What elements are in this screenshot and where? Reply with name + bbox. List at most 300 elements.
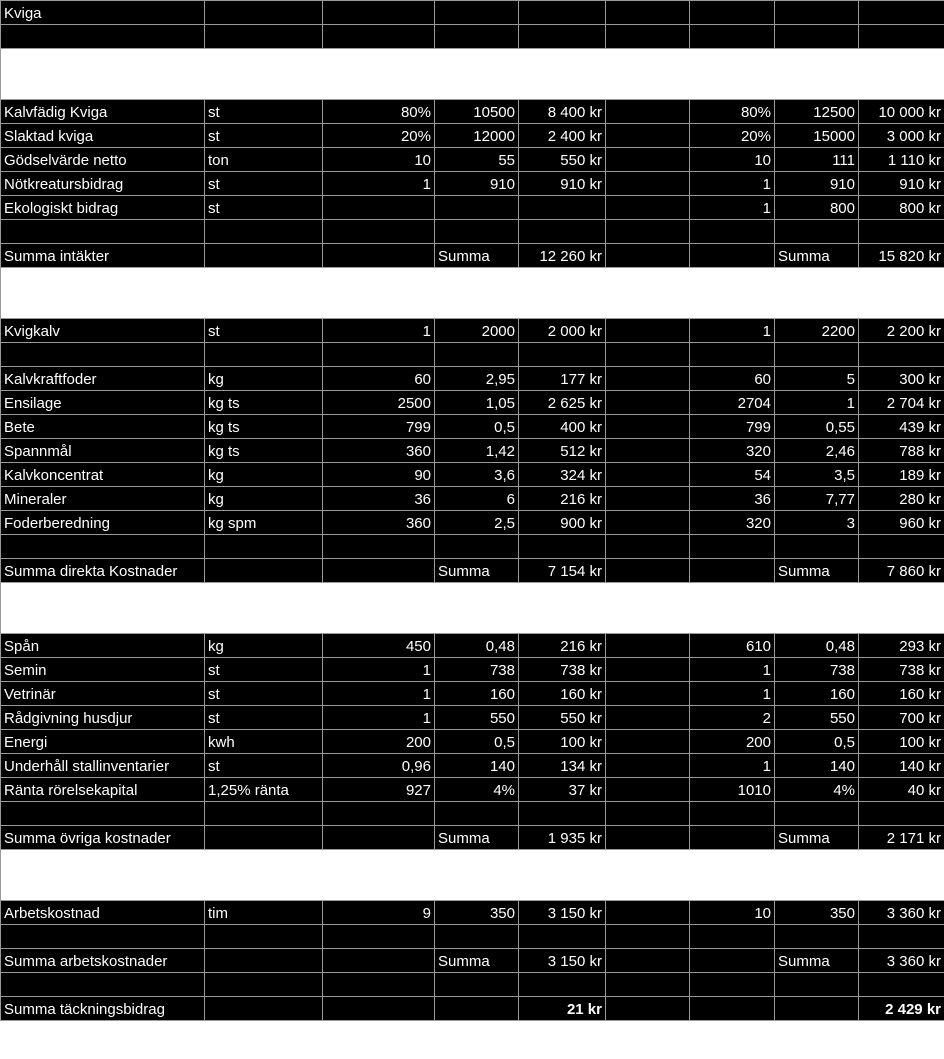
- cell[interactable]: Spån: [1, 634, 205, 658]
- cell[interactable]: 216 kr: [519, 487, 606, 511]
- cell[interactable]: [323, 25, 435, 49]
- cell[interactable]: Summa: [775, 559, 859, 583]
- cell[interactable]: 800 kr: [859, 196, 944, 220]
- cell[interactable]: st: [205, 706, 323, 730]
- cell[interactable]: Summa: [775, 826, 859, 850]
- cell[interactable]: 3,5: [775, 463, 859, 487]
- cell[interactable]: [859, 1, 944, 25]
- cell[interactable]: [690, 244, 775, 268]
- cell[interactable]: 1: [690, 196, 775, 220]
- cell[interactable]: 1 110 kr: [859, 148, 944, 172]
- cell[interactable]: 100 kr: [519, 730, 606, 754]
- cell[interactable]: [606, 658, 690, 682]
- cell[interactable]: 910: [435, 172, 519, 196]
- cell[interactable]: 20%: [323, 124, 435, 148]
- cell[interactable]: 90: [323, 463, 435, 487]
- cell[interactable]: [606, 196, 690, 220]
- cell[interactable]: kg: [205, 463, 323, 487]
- cell[interactable]: [606, 220, 690, 244]
- cell[interactable]: 3 360 kr: [859, 901, 944, 925]
- cell[interactable]: 140: [775, 754, 859, 778]
- cell[interactable]: 160 kr: [859, 682, 944, 706]
- cell[interactable]: 0,5: [435, 415, 519, 439]
- cell[interactable]: 927: [323, 778, 435, 802]
- cell[interactable]: [519, 535, 606, 559]
- cell[interactable]: 60: [690, 367, 775, 391]
- cell[interactable]: kg ts: [205, 439, 323, 463]
- cell[interactable]: 320: [690, 439, 775, 463]
- cell[interactable]: 6: [435, 487, 519, 511]
- cell[interactable]: [205, 997, 323, 1021]
- cell[interactable]: 54: [690, 463, 775, 487]
- cell[interactable]: [690, 559, 775, 583]
- cell[interactable]: [205, 559, 323, 583]
- cell[interactable]: 8 400 kr: [519, 100, 606, 124]
- cell[interactable]: 1010: [690, 778, 775, 802]
- cell[interactable]: [205, 925, 323, 949]
- cell[interactable]: Summa: [435, 826, 519, 850]
- cell[interactable]: 4%: [435, 778, 519, 802]
- cell[interactable]: Slaktad kviga: [1, 124, 205, 148]
- cell[interactable]: 15 820 kr: [859, 244, 944, 268]
- cell[interactable]: 36: [323, 487, 435, 511]
- cell[interactable]: 1: [690, 319, 775, 343]
- cell[interactable]: 1,25% ränta: [205, 778, 323, 802]
- cell[interactable]: [519, 1, 606, 25]
- cell[interactable]: [859, 802, 944, 826]
- cell[interactable]: 2500: [323, 391, 435, 415]
- cell[interactable]: 21 kr: [519, 997, 606, 1021]
- cell[interactable]: [775, 802, 859, 826]
- cell[interactable]: 910 kr: [519, 172, 606, 196]
- cell[interactable]: [323, 196, 435, 220]
- cell[interactable]: 0,55: [775, 415, 859, 439]
- cell[interactable]: Spannmål: [1, 439, 205, 463]
- cell[interactable]: [323, 997, 435, 1021]
- cell[interactable]: Vetrinär: [1, 682, 205, 706]
- cell[interactable]: [323, 244, 435, 268]
- cell[interactable]: [519, 973, 606, 997]
- cell[interactable]: 7 154 kr: [519, 559, 606, 583]
- cell[interactable]: 1: [690, 658, 775, 682]
- cell[interactable]: kwh: [205, 730, 323, 754]
- cell[interactable]: 10 000 kr: [859, 100, 944, 124]
- cell[interactable]: [606, 535, 690, 559]
- cell[interactable]: [690, 925, 775, 949]
- cell[interactable]: Underhåll stallinventarier: [1, 754, 205, 778]
- cell[interactable]: [435, 802, 519, 826]
- cell[interactable]: Foderberedning: [1, 511, 205, 535]
- cell[interactable]: 12000: [435, 124, 519, 148]
- cell[interactable]: 320: [690, 511, 775, 535]
- cell[interactable]: [1, 973, 205, 997]
- cell[interactable]: [775, 535, 859, 559]
- cell[interactable]: st: [205, 754, 323, 778]
- cell[interactable]: 1: [690, 682, 775, 706]
- cell[interactable]: 350: [775, 901, 859, 925]
- cell[interactable]: [435, 925, 519, 949]
- cell[interactable]: 1: [323, 658, 435, 682]
- cell[interactable]: [859, 25, 944, 49]
- cell[interactable]: kg ts: [205, 391, 323, 415]
- cell[interactable]: 140: [435, 754, 519, 778]
- cell[interactable]: Summa: [775, 949, 859, 973]
- cell[interactable]: 2,5: [435, 511, 519, 535]
- cell[interactable]: [606, 100, 690, 124]
- cell[interactable]: st: [205, 319, 323, 343]
- cell[interactable]: 36: [690, 487, 775, 511]
- cell[interactable]: Semin: [1, 658, 205, 682]
- cell[interactable]: [690, 973, 775, 997]
- cell[interactable]: [606, 367, 690, 391]
- cell[interactable]: [205, 244, 323, 268]
- cell[interactable]: [606, 25, 690, 49]
- cell[interactable]: [606, 439, 690, 463]
- cell[interactable]: 100 kr: [859, 730, 944, 754]
- cell[interactable]: [205, 826, 323, 850]
- cell[interactable]: [775, 1, 859, 25]
- cell[interactable]: 1,05: [435, 391, 519, 415]
- cell[interactable]: st: [205, 124, 323, 148]
- cell[interactable]: 177 kr: [519, 367, 606, 391]
- cell[interactable]: 0,96: [323, 754, 435, 778]
- cell[interactable]: 550: [435, 706, 519, 730]
- cell[interactable]: Ränta rörelsekapital: [1, 778, 205, 802]
- cell[interactable]: [435, 535, 519, 559]
- cell[interactable]: 3 000 kr: [859, 124, 944, 148]
- cell[interactable]: 4%: [775, 778, 859, 802]
- cell[interactable]: 1: [323, 172, 435, 196]
- cell[interactable]: 1: [323, 319, 435, 343]
- cell[interactable]: 738 kr: [859, 658, 944, 682]
- cell[interactable]: [435, 220, 519, 244]
- cell[interactable]: st: [205, 658, 323, 682]
- cell[interactable]: 3,6: [435, 463, 519, 487]
- cell[interactable]: kg spm: [205, 511, 323, 535]
- cell[interactable]: [606, 319, 690, 343]
- cell[interactable]: 700 kr: [859, 706, 944, 730]
- cell[interactable]: [606, 730, 690, 754]
- cell[interactable]: [606, 682, 690, 706]
- cell[interactable]: [606, 949, 690, 973]
- cell[interactable]: [205, 973, 323, 997]
- cell[interactable]: 111: [775, 148, 859, 172]
- cell[interactable]: [606, 172, 690, 196]
- cell[interactable]: 1: [690, 754, 775, 778]
- cell[interactable]: 216 kr: [519, 634, 606, 658]
- cell[interactable]: [606, 244, 690, 268]
- cell[interactable]: 55: [435, 148, 519, 172]
- cell[interactable]: 400 kr: [519, 415, 606, 439]
- cell[interactable]: kg: [205, 634, 323, 658]
- cell[interactable]: 900 kr: [519, 511, 606, 535]
- cell[interactable]: Mineraler: [1, 487, 205, 511]
- cell[interactable]: [205, 220, 323, 244]
- cell[interactable]: 738: [435, 658, 519, 682]
- cell[interactable]: [205, 802, 323, 826]
- cell[interactable]: 7,77: [775, 487, 859, 511]
- cell[interactable]: 550 kr: [519, 706, 606, 730]
- cell[interactable]: 2 704 kr: [859, 391, 944, 415]
- cell[interactable]: 9: [323, 901, 435, 925]
- cell[interactable]: [606, 778, 690, 802]
- cell[interactable]: [1, 25, 205, 49]
- cell[interactable]: Summa övriga kostnader: [1, 826, 205, 850]
- cell[interactable]: Energi: [1, 730, 205, 754]
- cell[interactable]: [606, 901, 690, 925]
- cell[interactable]: 450: [323, 634, 435, 658]
- cell[interactable]: 910 kr: [859, 172, 944, 196]
- cell[interactable]: 10500: [435, 100, 519, 124]
- cell[interactable]: [1, 535, 205, 559]
- cell[interactable]: 550: [775, 706, 859, 730]
- cell[interactable]: [690, 535, 775, 559]
- cell[interactable]: 360: [323, 511, 435, 535]
- cell[interactable]: 200: [690, 730, 775, 754]
- cell[interactable]: [606, 415, 690, 439]
- cell[interactable]: [323, 535, 435, 559]
- cell[interactable]: 3 150 kr: [519, 901, 606, 925]
- cell[interactable]: [606, 925, 690, 949]
- cell[interactable]: 1 935 kr: [519, 826, 606, 850]
- cell[interactable]: 160: [435, 682, 519, 706]
- cell[interactable]: [606, 706, 690, 730]
- cell[interactable]: [205, 949, 323, 973]
- cell[interactable]: [519, 196, 606, 220]
- cell[interactable]: [690, 802, 775, 826]
- cell[interactable]: [1, 220, 205, 244]
- cell[interactable]: [323, 802, 435, 826]
- cell[interactable]: st: [205, 196, 323, 220]
- cell[interactable]: 134 kr: [519, 754, 606, 778]
- cell[interactable]: 40 kr: [859, 778, 944, 802]
- cell[interactable]: [606, 802, 690, 826]
- cell[interactable]: 3 360 kr: [859, 949, 944, 973]
- cell[interactable]: 1,42: [435, 439, 519, 463]
- cell[interactable]: 7 860 kr: [859, 559, 944, 583]
- cell[interactable]: [690, 949, 775, 973]
- cell[interactable]: [323, 925, 435, 949]
- cell[interactable]: kg ts: [205, 415, 323, 439]
- cell[interactable]: 1: [775, 391, 859, 415]
- cell[interactable]: [519, 25, 606, 49]
- cell[interactable]: [606, 1, 690, 25]
- cell[interactable]: [323, 826, 435, 850]
- cell[interactable]: Summa: [435, 949, 519, 973]
- cell[interactable]: Ensilage: [1, 391, 205, 415]
- cell[interactable]: Kalvkoncentrat: [1, 463, 205, 487]
- cell[interactable]: [859, 343, 944, 367]
- cell[interactable]: 12500: [775, 100, 859, 124]
- cell[interactable]: st: [205, 100, 323, 124]
- cell[interactable]: [205, 25, 323, 49]
- cell[interactable]: [323, 949, 435, 973]
- cell[interactable]: 800: [775, 196, 859, 220]
- cell[interactable]: 550 kr: [519, 148, 606, 172]
- cell[interactable]: Summa arbetskostnader: [1, 949, 205, 973]
- cell[interactable]: 160 kr: [519, 682, 606, 706]
- cell[interactable]: [606, 148, 690, 172]
- cell[interactable]: [690, 220, 775, 244]
- cell[interactable]: 3 150 kr: [519, 949, 606, 973]
- cell[interactable]: 2 200 kr: [859, 319, 944, 343]
- cell[interactable]: 0,48: [775, 634, 859, 658]
- cell[interactable]: 189 kr: [859, 463, 944, 487]
- cell[interactable]: [205, 535, 323, 559]
- cell[interactable]: 799: [690, 415, 775, 439]
- cell[interactable]: [606, 391, 690, 415]
- cell[interactable]: [690, 997, 775, 1021]
- cell[interactable]: [519, 343, 606, 367]
- cell[interactable]: 80%: [323, 100, 435, 124]
- cell[interactable]: Nötkreatursbidrag: [1, 172, 205, 196]
- cell[interactable]: Rådgivning husdjur: [1, 706, 205, 730]
- cell[interactable]: [1, 802, 205, 826]
- cell[interactable]: 0,48: [435, 634, 519, 658]
- cell[interactable]: 60: [323, 367, 435, 391]
- cell[interactable]: [775, 925, 859, 949]
- cell[interactable]: [859, 535, 944, 559]
- cell[interactable]: ton: [205, 148, 323, 172]
- cell[interactable]: 200: [323, 730, 435, 754]
- cell[interactable]: [690, 343, 775, 367]
- cell[interactable]: Kalvfädig Kviga: [1, 100, 205, 124]
- cell[interactable]: [606, 826, 690, 850]
- cell[interactable]: 788 kr: [859, 439, 944, 463]
- cell[interactable]: Summa: [775, 244, 859, 268]
- cell[interactable]: 960 kr: [859, 511, 944, 535]
- cell[interactable]: 2: [690, 706, 775, 730]
- cell[interactable]: st: [205, 172, 323, 196]
- cell[interactable]: 80%: [690, 100, 775, 124]
- cell[interactable]: 10: [690, 148, 775, 172]
- cell[interactable]: 1: [323, 706, 435, 730]
- cell[interactable]: 439 kr: [859, 415, 944, 439]
- cell[interactable]: Bete: [1, 415, 205, 439]
- cell[interactable]: [775, 220, 859, 244]
- cell[interactable]: st: [205, 682, 323, 706]
- cell[interactable]: [1, 925, 205, 949]
- cell[interactable]: 350: [435, 901, 519, 925]
- cell[interactable]: 37 kr: [519, 778, 606, 802]
- cell[interactable]: [1, 343, 205, 367]
- cell[interactable]: 360: [323, 439, 435, 463]
- cell[interactable]: 799: [323, 415, 435, 439]
- cell[interactable]: 2704: [690, 391, 775, 415]
- cell[interactable]: 2 171 kr: [859, 826, 944, 850]
- cell[interactable]: 5: [775, 367, 859, 391]
- cell[interactable]: Summa: [435, 559, 519, 583]
- cell[interactable]: 2200: [775, 319, 859, 343]
- cell[interactable]: 280 kr: [859, 487, 944, 511]
- cell[interactable]: 1: [690, 172, 775, 196]
- cell[interactable]: 10: [323, 148, 435, 172]
- cell[interactable]: 910: [775, 172, 859, 196]
- cell[interactable]: [435, 25, 519, 49]
- cell[interactable]: [323, 343, 435, 367]
- cell[interactable]: [606, 487, 690, 511]
- cell[interactable]: [859, 925, 944, 949]
- cell[interactable]: [323, 559, 435, 583]
- cell[interactable]: 2000: [435, 319, 519, 343]
- cell[interactable]: Summa täckningsbidrag: [1, 997, 205, 1021]
- cell[interactable]: [606, 634, 690, 658]
- cell[interactable]: 0,5: [435, 730, 519, 754]
- cell[interactable]: 160: [775, 682, 859, 706]
- cell[interactable]: 512 kr: [519, 439, 606, 463]
- cell[interactable]: 300 kr: [859, 367, 944, 391]
- cell[interactable]: [690, 1, 775, 25]
- cell[interactable]: 293 kr: [859, 634, 944, 658]
- cell[interactable]: [435, 973, 519, 997]
- cell[interactable]: [859, 973, 944, 997]
- cell[interactable]: 3: [775, 511, 859, 535]
- cell[interactable]: [519, 220, 606, 244]
- cell[interactable]: [775, 973, 859, 997]
- cell[interactable]: [859, 220, 944, 244]
- cell[interactable]: [775, 343, 859, 367]
- cell[interactable]: [323, 220, 435, 244]
- cell[interactable]: 0,5: [775, 730, 859, 754]
- cell[interactable]: [606, 463, 690, 487]
- cell[interactable]: [606, 997, 690, 1021]
- cell[interactable]: Summa: [435, 244, 519, 268]
- cell[interactable]: kg: [205, 487, 323, 511]
- cell[interactable]: [606, 343, 690, 367]
- cell[interactable]: [606, 754, 690, 778]
- cell[interactable]: 2 000 kr: [519, 319, 606, 343]
- cell[interactable]: [435, 196, 519, 220]
- cell[interactable]: 738 kr: [519, 658, 606, 682]
- cell[interactable]: Ekologiskt bidrag: [1, 196, 205, 220]
- cell[interactable]: 2,46: [775, 439, 859, 463]
- cell[interactable]: 10: [690, 901, 775, 925]
- cell[interactable]: 738: [775, 658, 859, 682]
- cell[interactable]: [435, 997, 519, 1021]
- cell[interactable]: 1: [323, 682, 435, 706]
- cell[interactable]: 324 kr: [519, 463, 606, 487]
- cell[interactable]: [205, 343, 323, 367]
- cell[interactable]: 15000: [775, 124, 859, 148]
- cell[interactable]: kg: [205, 367, 323, 391]
- cell[interactable]: [775, 997, 859, 1021]
- cell[interactable]: [435, 343, 519, 367]
- cell[interactable]: [205, 1, 323, 25]
- cell[interactable]: 140 kr: [859, 754, 944, 778]
- cell[interactable]: Kviga: [1, 1, 205, 25]
- cell[interactable]: [323, 973, 435, 997]
- cell[interactable]: Arbetskostnad: [1, 901, 205, 925]
- cell[interactable]: [606, 124, 690, 148]
- cell[interactable]: [606, 973, 690, 997]
- cell[interactable]: 12 260 kr: [519, 244, 606, 268]
- cell[interactable]: 2 429 kr: [859, 997, 944, 1021]
- cell[interactable]: [690, 826, 775, 850]
- cell[interactable]: [690, 25, 775, 49]
- cell[interactable]: 2,95: [435, 367, 519, 391]
- cell[interactable]: [519, 802, 606, 826]
- cell[interactable]: [323, 1, 435, 25]
- cell[interactable]: [606, 559, 690, 583]
- cell[interactable]: 610: [690, 634, 775, 658]
- cell[interactable]: 20%: [690, 124, 775, 148]
- cell[interactable]: Kalvkraftfoder: [1, 367, 205, 391]
- cell[interactable]: 2 625 kr: [519, 391, 606, 415]
- cell[interactable]: [435, 1, 519, 25]
- cell[interactable]: [519, 925, 606, 949]
- cell[interactable]: tim: [205, 901, 323, 925]
- cell[interactable]: Kvigkalv: [1, 319, 205, 343]
